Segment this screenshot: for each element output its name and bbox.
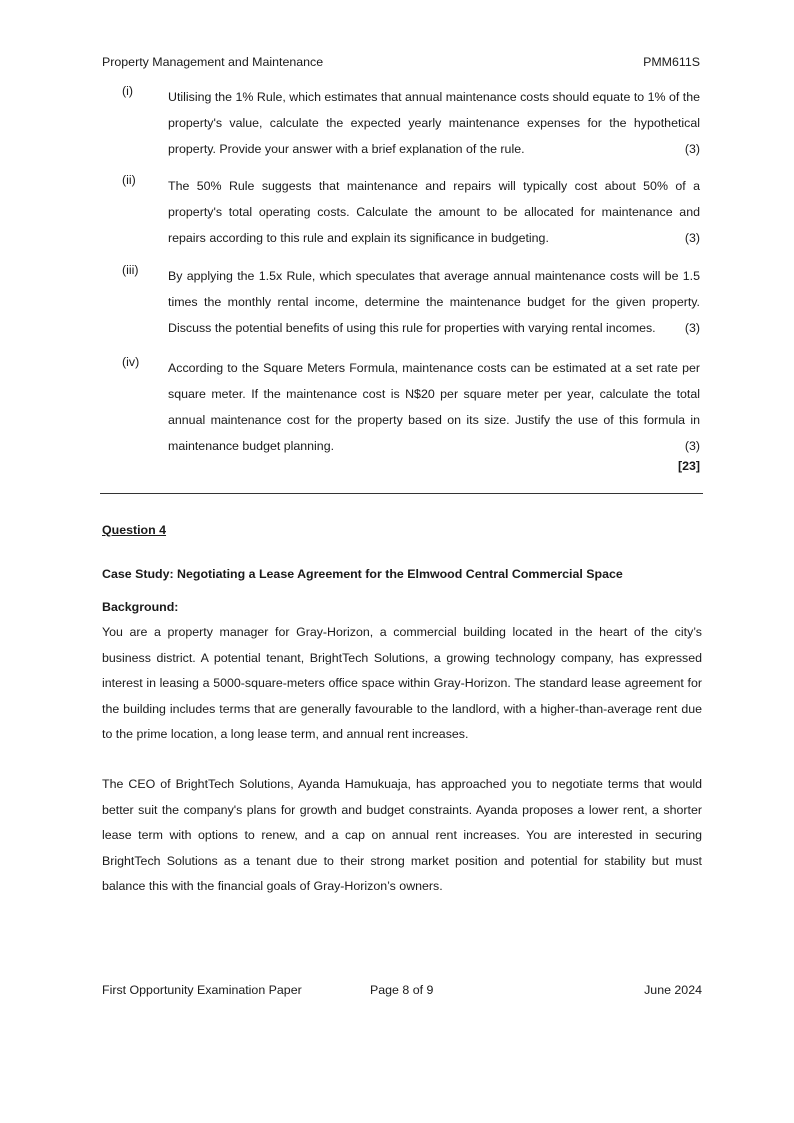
question-text bbox=[168, 84, 700, 162]
background-heading: Background: bbox=[102, 600, 179, 614]
question-number: (iv) bbox=[122, 355, 140, 369]
question-4-title: Question 4 bbox=[102, 523, 167, 537]
question-number: (iii) bbox=[122, 263, 139, 277]
question-marks: (3) bbox=[684, 142, 700, 156]
footer-page-number: Page 8 of 9 bbox=[370, 983, 434, 997]
course-code: PMM611S bbox=[643, 55, 700, 69]
question-item bbox=[122, 173, 700, 251]
section-total-marks: [23] bbox=[677, 459, 700, 473]
question-body: The 50% Rule suggests that maintenance and repairs will typically cost about 50% of a property's total operating costs. Calculate the amount to be allocated for maintenance and repairs according to this rule and explain its significance in budgeting. bbox=[168, 179, 700, 245]
course-title: Property Management and Maintenance bbox=[102, 55, 324, 69]
question-marks: (3) bbox=[684, 321, 700, 335]
question-number: (i) bbox=[122, 84, 134, 98]
case-study-title: Case Study: Negotiating a Lease Agreement for the Elmwood Central Commercial Space bbox=[102, 567, 623, 581]
question-body: According to the Square Meters Formula, maintenance costs can be estimated at a set rate per square meter. If the maintenance cost is N$20 per square meter per year, calculate the total annual maintenance cost for the property based on its size. Justify the use of this formula in maintenance budget planning. bbox=[168, 361, 700, 453]
section-divider bbox=[100, 493, 703, 494]
background-paragraph-1: You are a property manager for Gray-Horizon, a commercial building located in the heart of the city’s business district. A potential tenant, BrightTech Solutions, a growing technology company, has expressed interest in leasing a 5000-square-meters office space within Gray-Horizon. The standard lease agreement for the building includes terms that are generally favourable to the landlord, with a higher-than-average rent due to the prime location, a long lease term, and annual rent increases. bbox=[102, 625, 702, 741]
question-number: (ii) bbox=[122, 173, 136, 187]
footer-exam-label: First Opportunity Examination Paper bbox=[102, 983, 302, 997]
question-body: By applying the 1.5x Rule, which speculates that average annual maintenance costs will be 1.5 times the monthly rental income, determine the maintenance budget for the given property. Discuss the potential benefits of using this rule for properties with varying rental incomes. bbox=[168, 269, 700, 335]
question-body: Utilising the 1% Rule, which estimates that annual maintenance costs should equate to 1% of the property's value, calculate the expected yearly maintenance expenses for the hypothetical property. Provide your answer with a brief explanation of the rule. bbox=[168, 90, 700, 156]
question-marks: (3) bbox=[684, 439, 700, 453]
question-item bbox=[122, 355, 700, 459]
question-marks: (3) bbox=[684, 231, 700, 245]
question-text bbox=[168, 355, 700, 459]
question-item bbox=[122, 84, 700, 162]
question-text bbox=[168, 263, 700, 341]
question-text bbox=[168, 173, 700, 251]
question-item bbox=[122, 263, 700, 341]
footer-date: June 2024 bbox=[644, 983, 702, 997]
background-paragraph-2: The CEO of BrightTech Solutions, Ayanda Hamukuaja, has approached you to negotiate terms that would better suit the company's plans for growth and budget constraints. Ayanda proposes a lower rent, a shorter lease term with options to renew, and a cap on annual rent increases. You are interested in securing BrightTech Solutions as a tenant due to their strong market position and potential for stability but must balance this with the financial goals of Gray-Horizon’s owners. bbox=[102, 777, 702, 893]
